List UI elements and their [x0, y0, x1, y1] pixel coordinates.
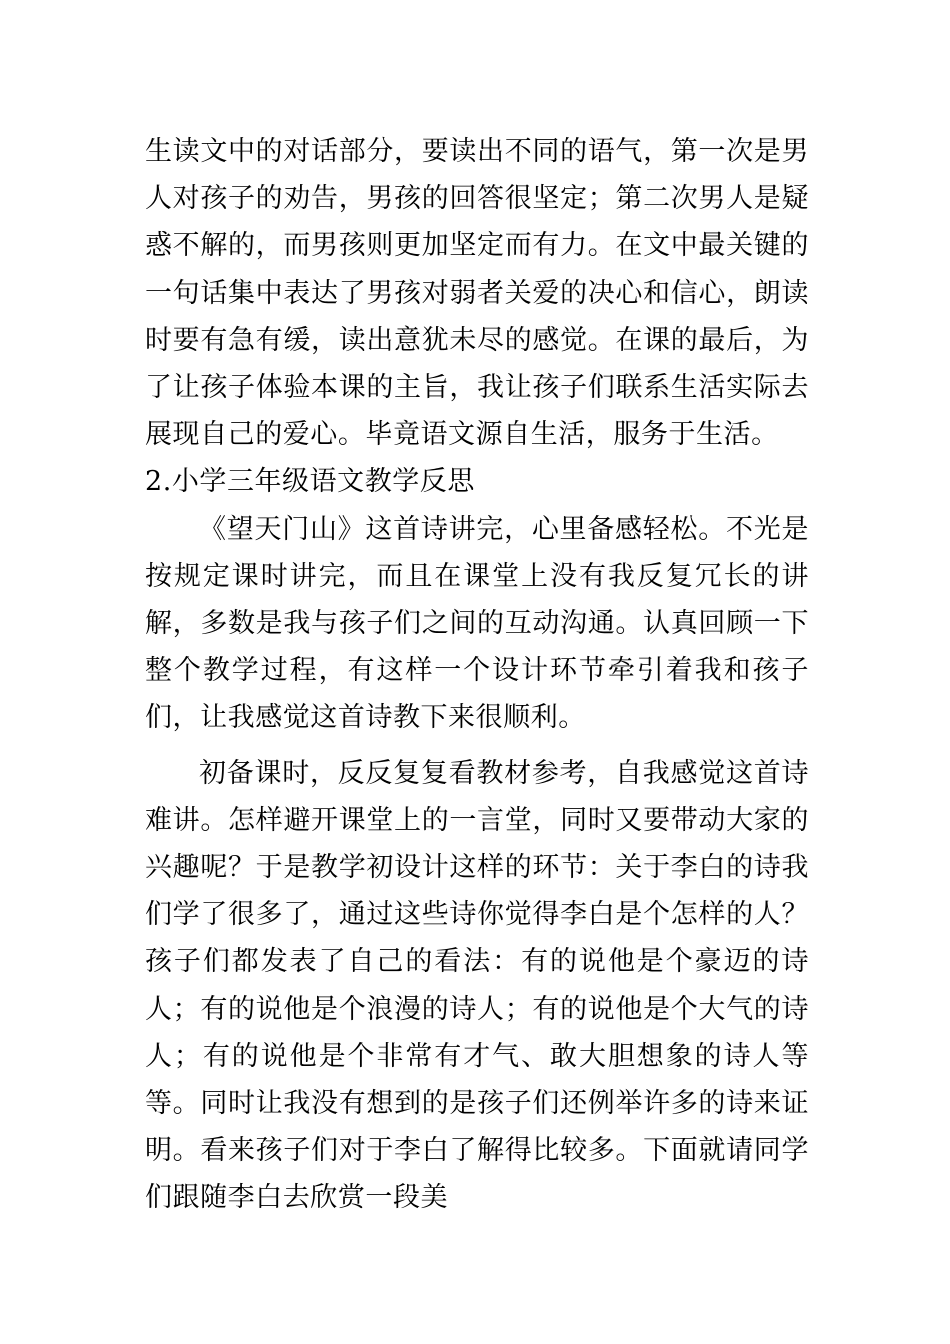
continued-paragraph: 生读文中的对话部分，要读出不同的语气，第一次是男人对孩子的劝告，男孩的回答很坚定；第二次男人是疑惑不解的，而男孩则更加坚定而有力。在文中最关键的一句话集中表达了男孩对弱者关爱的决心和信心，朗读时要有急有缓，读出意犹未尽的感觉。在课的最后，为了让孩子体验本课的主旨，我让孩子们联系生活实际去展现自己的爱心。毕竟语文源自生活，服务于生活。 — [145, 136, 809, 451]
document-body — [145, 128, 809, 1222]
paragraph-2: 初备课时，反反复复看教材参考，自我感觉这首诗难讲。怎样避开课堂上的一言堂，同时又要带动大家的兴趣呢？于是教学初设计这样的环节：关于李白的诗我们学了很多了，通过这些诗你觉得李白是个怎样的人？孩子们都发表了自己的看法：有的说他是个豪迈的诗人；有的说他是个浪漫的诗人；有的说他是个大气的诗人；有的说他是个非常有才气、敢大胆想象的诗人等等。同时让我没有想到的是孩子们还例举许多的诗来证明。看来孩子们对于李白了解得比较多。下面就请同学们跟随李白去欣赏一段美 — [145, 757, 809, 1214]
paragraph-1: 《望天门山》这首诗讲完，心里备感轻松。不光是按规定课时讲完，而且在课堂上没有我反复冗长的讲解，多数是我与孩子们之间的互动沟通。认真回顾一下整个教学过程，有这样一个设计环节牵引着我和孩子们，让我感觉这首诗教下来很顺利。 — [145, 513, 809, 734]
section-heading: 2.小学三年级语文教学反思 — [145, 466, 475, 498]
